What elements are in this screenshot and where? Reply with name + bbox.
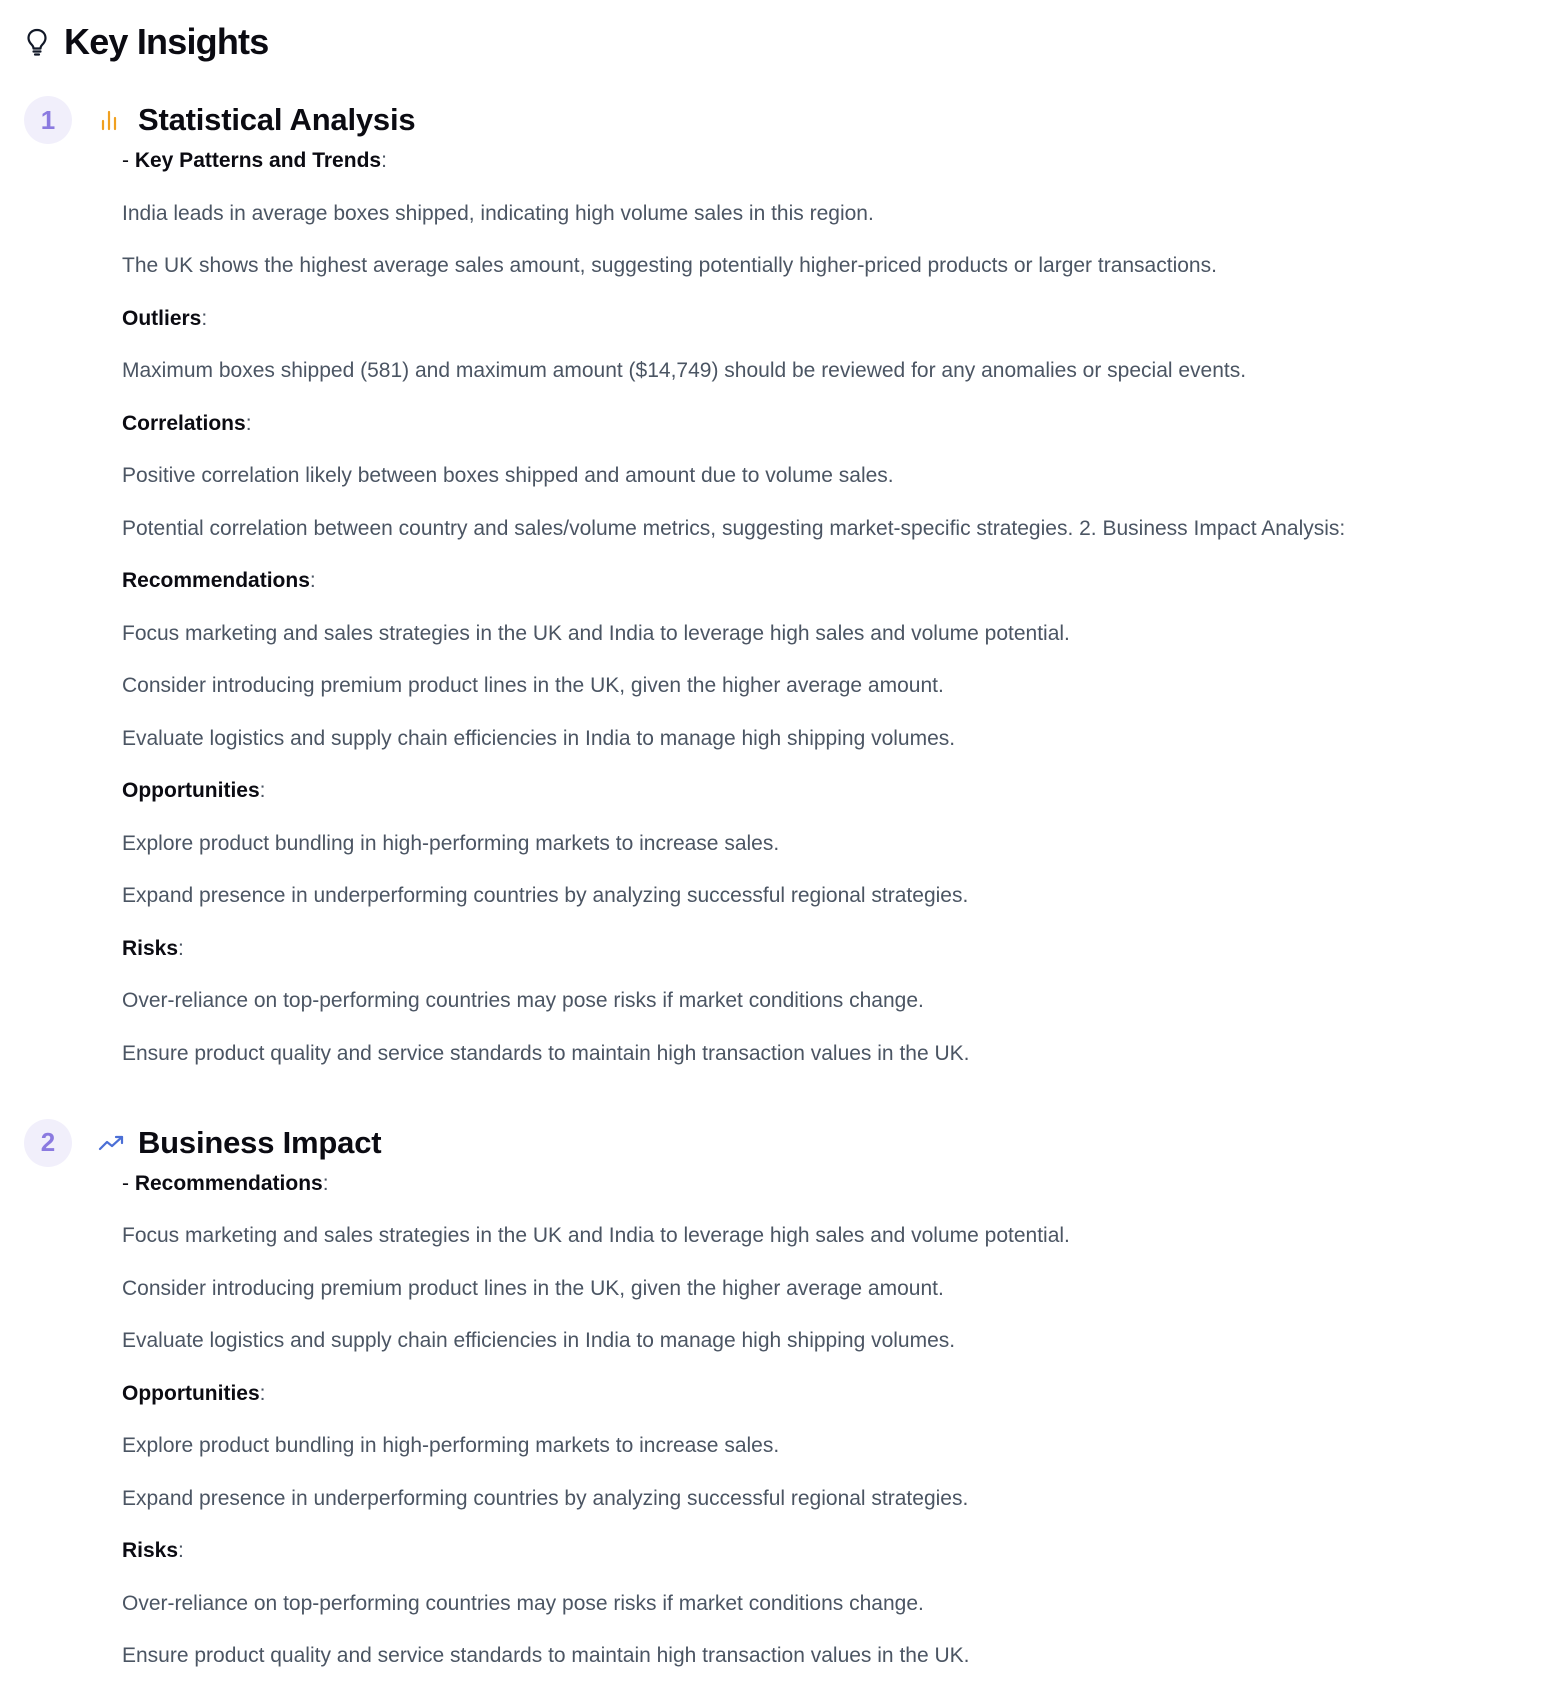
insight-text: Over-reliance on top-performing countries may pose risks if market conditions change. [122,1591,924,1615]
subheading-opportunities: Opportunities: [122,779,266,802]
insight-text: Ensure product quality and service standards to maintain high transaction values in the UK. [122,1644,970,1667]
insight-section-statistical-analysis [24,96,1523,1067]
insight-text: Ensure product quality and service standards to maintain high transaction values in the UK. [122,1041,970,1065]
section-title: Statistical Analysis [138,102,416,137]
section-header [24,1119,1523,1167]
insight-text: Evaluate logistics and supply chain efficiencies in India to manage high shipping volumes. [122,726,956,750]
insight-text: Consider introducing premium product lines in the UK, given the higher average amount. [122,1276,944,1300]
section-number-badge: 2 [24,1119,72,1167]
key-insights-header [24,22,1523,62]
trending-up-icon [98,1129,126,1157]
insight-text: Maximum boxes shipped (581) and maximum amount ($14,749) should be reviewed for any anomalies or special events. [122,359,1247,382]
subheading-correlations: Correlations: [122,411,252,435]
subheading-recommendations: Recommendations: [122,569,316,592]
subheading-opportunities: Opportunities: [122,1381,266,1405]
insight-text: Potential correlation between country and sales/volume metrics, suggesting market-specific strategies. 2. Business Impact Analysis: [122,516,1346,540]
insight-text: Explore product bundling in high-performing markets to increase sales. [122,831,780,855]
section-header [24,96,1523,144]
subheading-risks: Risks: [122,936,184,960]
insight-text: India leads in average boxes shipped, indicating high volume sales in this region. [122,201,874,225]
section-title: Business Impact [138,1124,382,1160]
insight-text: Explore product bundling in high-performing markets to increase sales. [122,1434,780,1457]
section-body [122,148,1523,1067]
insight-text: The UK shows the highest average sales amount, suggesting potentially higher-priced products or larger transactions. [122,254,1217,277]
insight-text: Over-reliance on top-performing countries may pose risks if market conditions change. [122,989,924,1012]
lightbulb-icon [24,27,50,57]
subheading-risks: Risks: [122,1539,184,1562]
insight-text: Focus marketing and sales strategies in the UK and India to leverage high sales and volume potential. [122,621,1070,645]
subheading-recommendations: - Recommendations: [122,1171,329,1195]
subheading-key-patterns: - Key Patterns and Trends: [122,149,387,172]
insight-text: Positive correlation likely between boxes shipped and amount due to volume sales. [122,464,894,487]
insight-text: Evaluate logistics and supply chain efficiencies in India to manage high shipping volumes. [122,1329,956,1352]
page-title: Key Insights [64,21,269,62]
section-number-badge: 1 [24,96,72,144]
bar-chart-icon [98,106,126,134]
subheading-outliers: Outliers: [122,306,208,330]
insight-section-business-impact [24,1119,1523,1670]
insight-text: Expand presence in underperforming countries by analyzing successful regional strategies. [122,1486,969,1510]
section-body [122,1171,1523,1670]
insight-text: Expand presence in underperforming countries by analyzing successful regional strategies. [122,884,969,907]
insight-text: Consider introducing premium product lines in the UK, given the higher average amount. [122,674,944,697]
insight-text: Focus marketing and sales strategies in the UK and India to leverage high sales and volume potential. [122,1224,1070,1247]
